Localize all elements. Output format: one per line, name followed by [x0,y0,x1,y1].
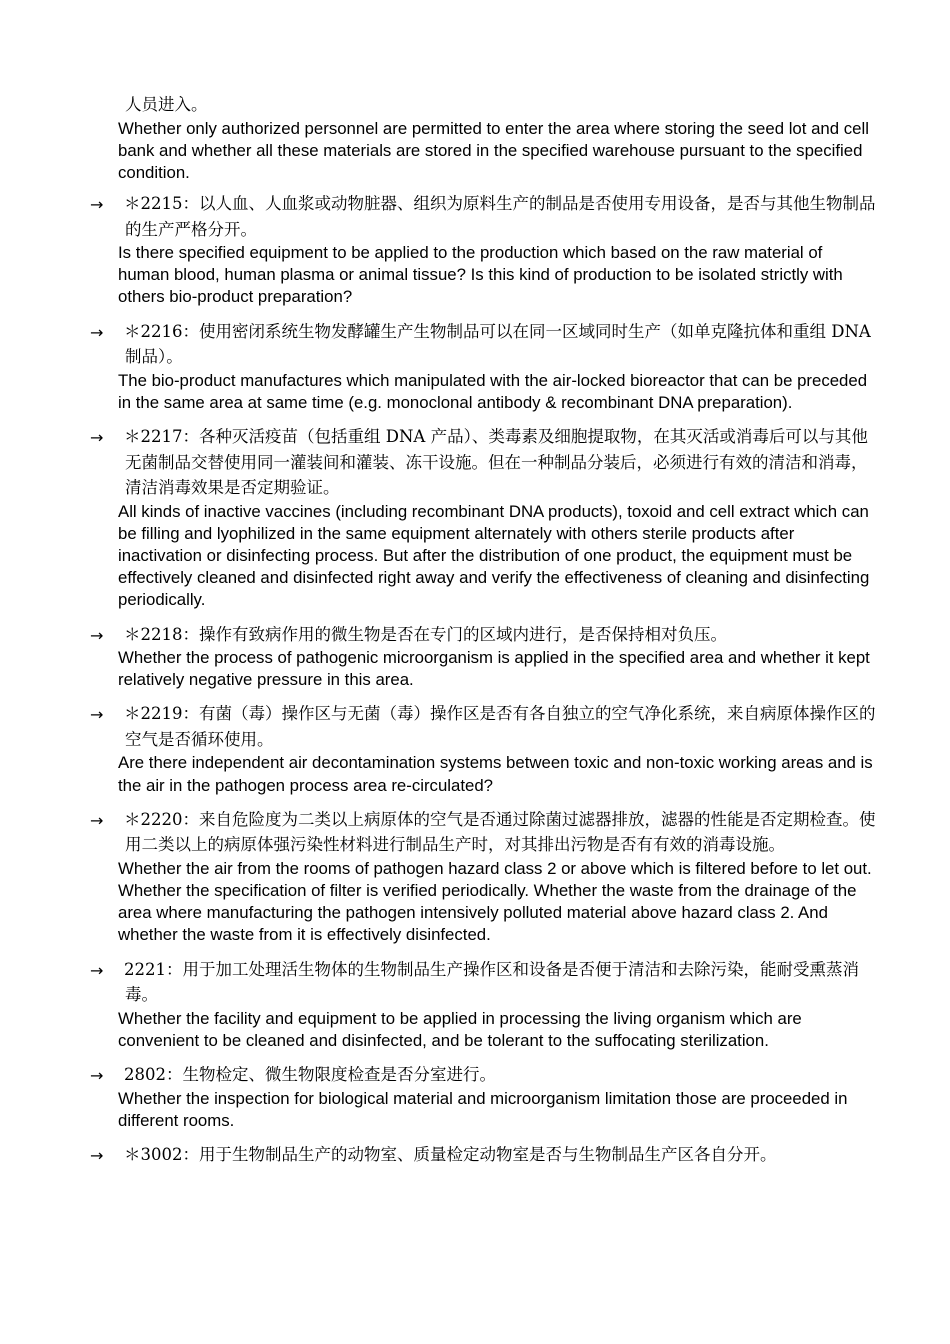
list-item-2218 [0,622,878,692]
item-chinese-text: ＊2217：各种灭活疫苗（包括重组 DNA 产品）、类毒素及细胞提取物，在其灭活或消毒后可以与其他无菌制品交替使用同一灌装间和灌装、冻干设施。但在一种制品分装后，必须进行有效的清洁和消毒，清洁消毒效果是否定期验证。 [124,427,868,498]
right-arrow-icon: → [90,1066,104,1086]
item-english-text: Are there independent air decontamination systems between toxic and non-toxic working areas and is the air in the pathogen process area re-circulated? [118,753,873,795]
item-english-text: Is there specified equipment to be applied to the production which based on the raw material of human blood, human plasma or animal tissue? Is this kind of production to be isolated strictly with others bio-product preparation? [118,243,843,307]
right-arrow-icon: → [90,625,104,645]
item-english-text: The bio-product manufactures which manipulated with the air-locked bioreactor that can be preceded in the same area at same time (e.g. monoclonal antibody & recombinant DNA preparation). [118,370,868,412]
item-chinese-text: ＊2215：以人血、人血浆或动物脏器、组织为原料生产的制品是否使用专用设备，是否与其他生物制品的生产严格分开。 [124,194,876,239]
right-arrow-icon: → [90,195,104,214]
item-chinese-text: ＊2220：来自危险度为二类以上病原体的空气是否通过除菌过滤器排放，滤器的性能是否定期检查。使用二类以上的病原体强污染性材料进行制品生产时，对其排出污物是否有有效的消毒设施。 [124,809,876,855]
item-english-text: Whether the air from the rooms of pathogen hazard class 2 or above which is filtered before to let out. Whether the specification of filter is verified periodically. Whether the waste from the drainage of the area where manufacturing the pathogen intensively polluted material above hazard class 2. And whether the waste from it is effectively disinfected. [118,858,872,945]
intro-english-text: Whether only authorized personnel are permitted to enter the area where storing the seed lot and cell bank and whether all these materials are stored in the specified warehouse pursuant to the specified condition. [118,118,869,182]
list-item-2220 [0,807,878,947]
item-chinese-text: ＊2219：有菌（毒）操作区与无菌（毒）操作区是否有各自独立的空气净化系统，来自病原体操作区的空气是否循环使用。 [124,704,876,749]
right-arrow-icon: → [90,322,104,342]
item-english-text: Whether the facility and equipment to be applied in processing the living organism which are convenient to be cleaned and disinfected, and be tolerant to the suffocating sterilization. [118,1008,802,1050]
list-item-2216 [0,319,878,414]
list-item-2802 [0,1062,878,1132]
list-item-2215 [0,191,878,309]
intro-paragraph [118,92,878,184]
item-chinese-text: ＊3002：用于生物制品生产的动物室、质量检定动物室是否与生物制品生产区各自分开。 [124,1144,777,1164]
item-english-text: Whether the inspection for biological material and microorganism limitation those are proceeded in different rooms. [118,1088,848,1130]
item-chinese-text: ＊2216：使用密闭系统生物发酵罐生产生物制品可以在同一区域同时生产（如单克隆抗体和重组 DNA 制品）。 [124,321,871,367]
list-item-3002 [0,1142,878,1168]
item-english-text: All kinds of inactive vaccines (including recombinant DNA products), toxoid and cell extract which can be filling and lyophilized in the same equipment alternately with others sterile products after inactivation or disinfecting process. But after the distribution of one product, the equipment must be effectively cleaned and disinfected right away and verify the effectiveness of cleaning and disinfecting periodically. [118,501,870,610]
list-item-2221 [0,957,878,1052]
checklist [0,191,950,1177]
right-arrow-icon: → [90,810,104,830]
item-chinese-text: ＊2218：操作有致病作用的微生物是否在专门的区域内进行，是否保持相对负压。 [124,624,727,644]
item-english-text: Whether the process of pathogenic microorganism is applied in the specified area and whether it kept relatively negative pressure in this area. [118,648,870,690]
item-chinese-text: 2221：用于加工处理活生物体的生物制品生产操作区和设备是否便于清洁和去除污染，能耐受熏蒸消毒。 [124,959,859,1005]
list-item-2219 [0,701,878,796]
item-chinese-text: 2802：生物检定、微生物限度检查是否分室进行。 [124,1065,496,1085]
right-arrow-icon: → [90,960,104,980]
right-arrow-icon: → [90,1145,104,1165]
list-item-2217 [0,424,878,612]
intro-chinese-text: 人员进入。 [125,95,208,114]
right-arrow-icon: → [90,428,104,448]
right-arrow-icon: → [90,705,104,725]
